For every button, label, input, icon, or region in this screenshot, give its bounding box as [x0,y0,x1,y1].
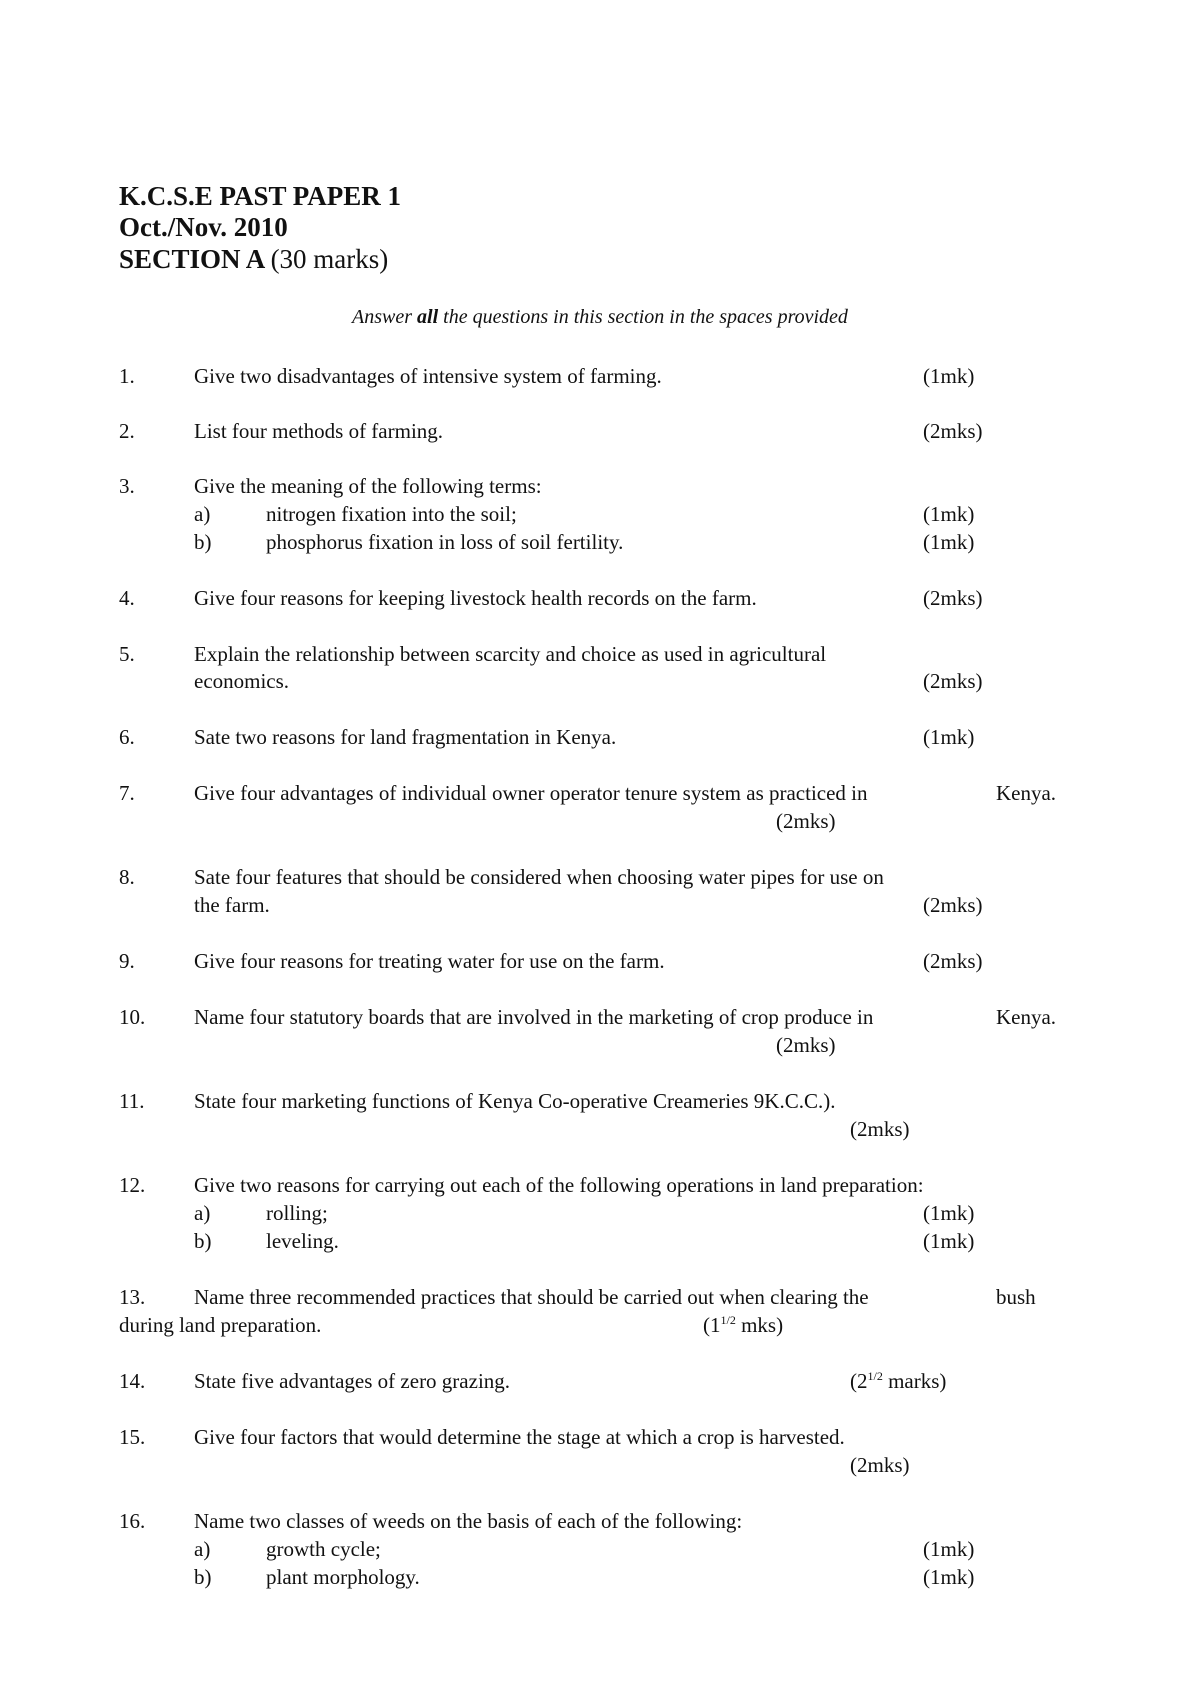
question-number: 5. [119,642,135,666]
instruction-emphasis: all [417,306,439,328]
question-marks: (1mk) [923,725,975,749]
part-label: b) [194,530,212,554]
instruction-start: Answer [352,306,413,328]
part-text: phosphorus fixation in loss of soil fertility. [266,530,624,554]
question-text: State five advantages of zero grazing. [194,1369,511,1393]
question-number: 16. [119,1509,146,1533]
section-marks: (30 marks) [270,244,389,274]
question-number: 10. [119,1005,146,1029]
question-text-tail: bush [996,1285,1036,1309]
question-number: 14. [119,1369,146,1393]
question-text: Sate four features that should be considered when choosing water pipes for use on [194,865,884,889]
instruction-end: the questions in this section in the spaces provided [443,306,848,328]
question-marks: (2mks) [923,893,983,917]
question-text: Give four advantages of individual owner operator tenure system as practiced in [194,781,868,805]
question-text: List four methods of farming. [194,419,444,443]
question-number: 8. [119,865,135,889]
part-label: b) [194,1565,212,1589]
part-text: plant morphology. [266,1565,420,1589]
question-number: 12. [119,1173,146,1197]
part-marks: (1mk) [923,1201,975,1225]
question-text: Give four reasons for treating water for use on the farm. [194,949,665,973]
question-number: 3. [119,474,135,498]
marks-fraction: 1/2 [720,1313,736,1327]
question-text: Give four reasons for keeping livestock health records on the farm. [194,586,757,610]
marks-fraction: 1/2 [867,1369,883,1383]
question-number: 6. [119,725,135,749]
question-text-continued: the farm. [194,893,270,917]
question-number: 4. [119,586,135,610]
question-text: Give four factors that would determine the stage at which a crop is harvested. [194,1425,845,1449]
question-number: 11. [119,1089,145,1113]
part-text: growth cycle; [266,1537,381,1561]
question-text-continued: economics. [194,669,290,693]
question-number: 7. [119,781,135,805]
question-text: State four marketing functions of Kenya Co-operative Creameries 9K.C.C.). [194,1089,836,1113]
part-marks: (1mk) [923,530,975,554]
paper-date: Oct./Nov. 2010 [119,212,288,242]
question-number: 1. [119,364,135,388]
question-text: Explain the relationship between scarcity and choice as used in agricultural [194,642,827,666]
part-marks: (1mk) [923,1229,975,1253]
question-text-continued: during land preparation. [119,1313,322,1337]
part-label: a) [194,1201,211,1225]
question-marks: (2mks) [923,419,983,443]
part-label: b) [194,1229,212,1253]
question-marks: (2mks) [776,1033,836,1057]
question-marks: (1mk) [923,364,975,388]
part-marks: (1mk) [923,502,975,526]
question-marks [703,1312,783,1338]
question-number: 9. [119,949,135,973]
question-number: 13. [119,1285,146,1309]
question-text-tail: Kenya. [996,1005,1057,1029]
question-number: 15. [119,1425,146,1449]
question-text: Give two disadvantages of intensive system of farming. [194,364,662,388]
question-text: Name three recommended practices that should be carried out when clearing the [194,1285,869,1309]
instruction-line [0,306,1200,329]
part-text: leveling. [266,1229,339,1253]
marks-whole: (1 [703,1313,721,1337]
marks-whole: (2 [850,1369,868,1393]
section-heading [119,243,388,275]
question-marks [850,1368,946,1394]
question-marks: (2mks) [850,1453,910,1477]
question-marks: (2mks) [776,809,836,833]
question-marks: (2mks) [923,669,983,693]
question-text: Give two reasons for carrying out each of the following operations in land preparation: [194,1173,924,1197]
question-marks: (2mks) [923,586,983,610]
part-marks: (1mk) [923,1565,975,1589]
question-text-tail: Kenya. [996,781,1057,805]
paper-title: K.C.S.E PAST PAPER 1 [119,181,402,211]
question-text: Give the meaning of the following terms: [194,474,542,498]
part-text: rolling; [266,1201,328,1225]
section-label: SECTION A [119,244,264,274]
question-marks: (2mks) [923,949,983,973]
marks-unit: mks) [735,1313,784,1337]
question-number: 2. [119,419,135,443]
part-marks: (1mk) [923,1537,975,1561]
question-text: Name four statutory boards that are involved in the marketing of crop produce in [194,1005,874,1029]
part-label: a) [194,502,211,526]
question-marks: (2mks) [850,1117,910,1141]
question-text: Name two classes of weeds on the basis of each of the following: [194,1509,743,1533]
marks-unit: marks) [882,1369,947,1393]
part-label: a) [194,1537,211,1561]
part-text: nitrogen fixation into the soil; [266,502,517,526]
question-text: Sate two reasons for land fragmentation in Kenya. [194,725,617,749]
